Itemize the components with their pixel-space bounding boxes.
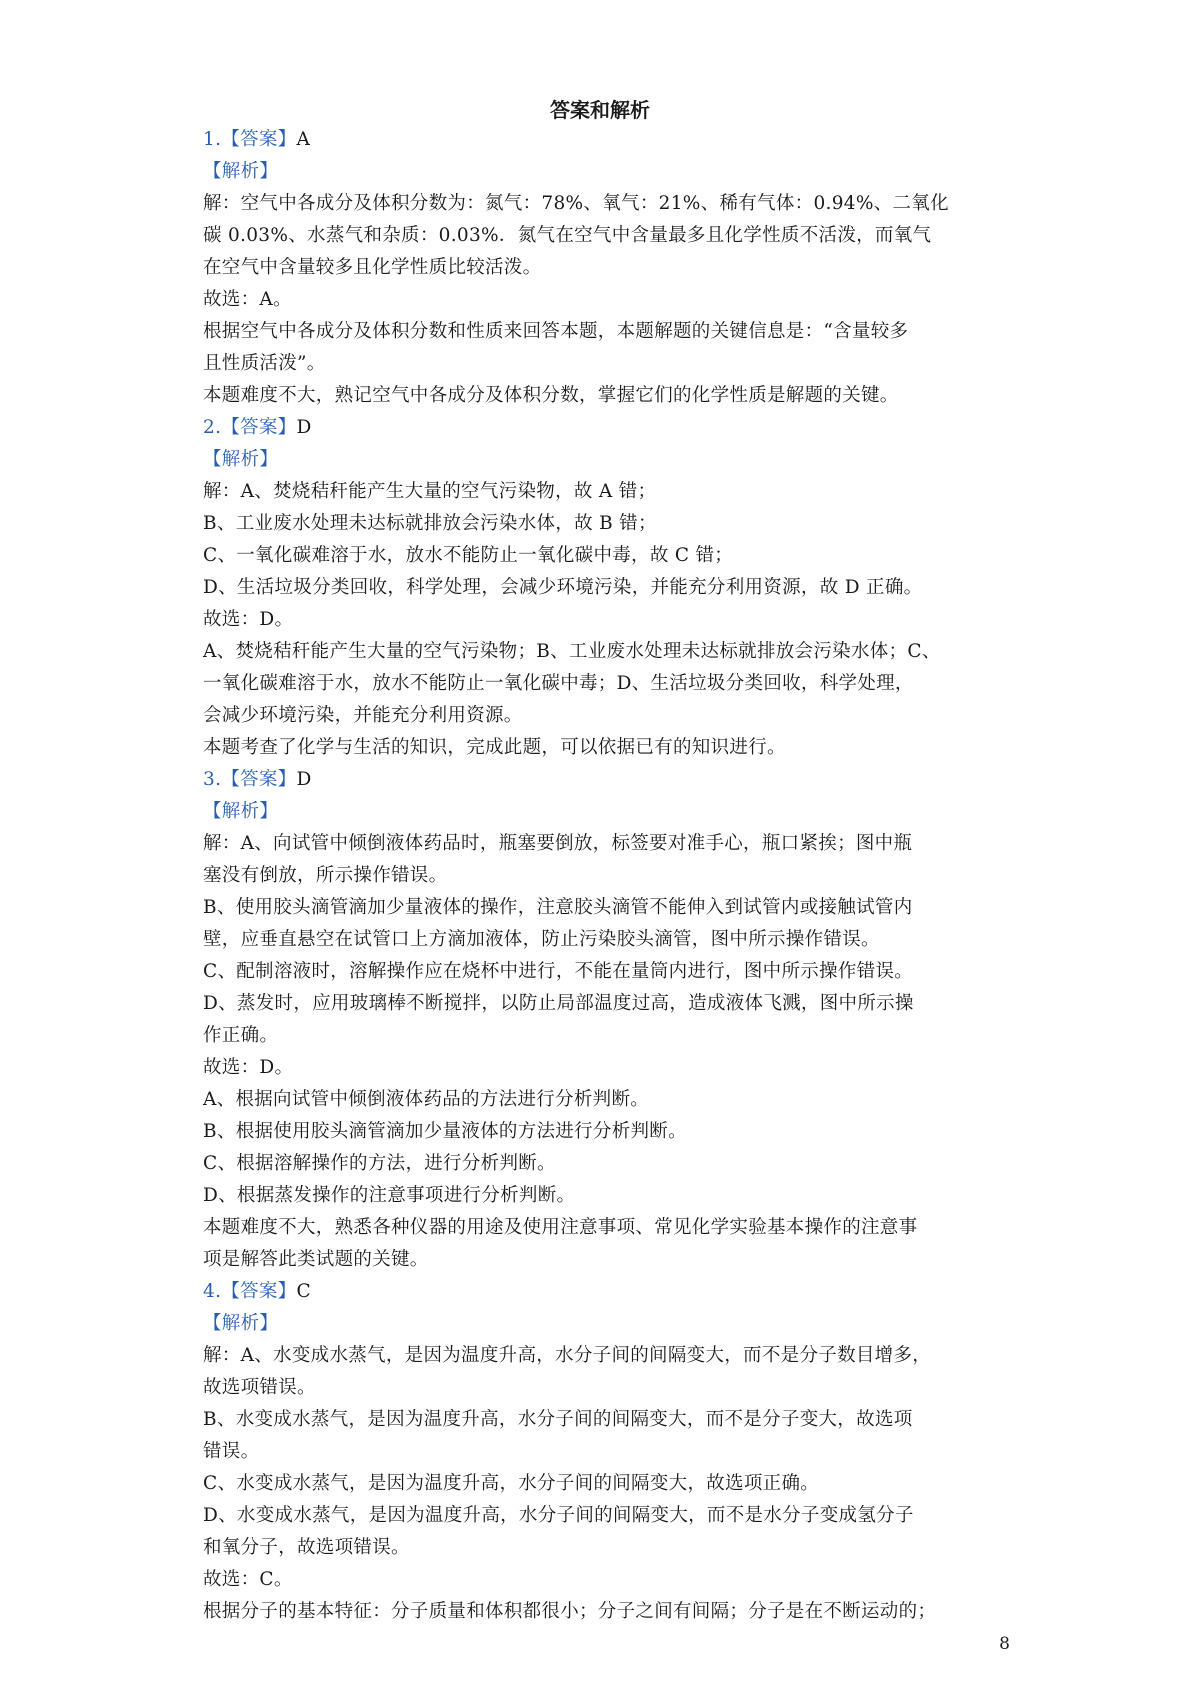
analysis-line: B、根据使用胶头滴管滴加少量液体的方法进行分析判断。: [203, 1121, 687, 1142]
analysis-line: B、工业废水处理未达标就排放会污染水体，故 B 错；: [203, 513, 657, 534]
question-number: 4.: [203, 1281, 222, 1302]
analysis-line: 根据空气中各成分及体积分数和性质来回答本题，本题解题的关键信息是：“含量较多: [203, 321, 909, 342]
analysis-line: D、蒸发时，应用玻璃棒不断搅拌，以防止局部温度过高，造成液体飞溅，图中所示操: [203, 993, 914, 1014]
answer-tag: 【答案】: [221, 129, 297, 150]
question-number: 2.: [203, 417, 222, 438]
analysis-line: 解：空气中各成分及体积分数为：氮气：78%、氧气：21%、稀有气体：0.94%、二氧化: [203, 193, 949, 214]
answer-tag: 【答案】: [221, 1281, 297, 1302]
answer-line: [203, 1276, 1013, 1308]
analysis-line: 塞没有倒放，所示操作错误。: [203, 865, 448, 886]
page-number: 8: [999, 1634, 1010, 1654]
analysis-tag: 【解析】: [203, 1313, 279, 1334]
answer-line: [203, 124, 1013, 156]
analysis-line: 项是解答此类试题的关键。: [203, 1249, 429, 1270]
answer-line: [203, 764, 1013, 796]
analysis-line: 解：A、焚烧秸秆能产生大量的空气污染物，故 A 错；: [203, 481, 657, 502]
analysis-line: C、配制溶液时，溶解操作应在烧杯中进行，不能在量筒内进行，图中所示操作错误。: [203, 961, 914, 982]
analysis-line: 故选：C。: [203, 1569, 293, 1590]
answer-tag: 【答案】: [221, 417, 297, 438]
analysis-tag: 【解析】: [203, 161, 279, 182]
answer-line: [203, 412, 1013, 444]
analysis-line: B、使用胶头滴管滴加少量液体的操作，注意胶头滴管不能伸入到试管内或接触试管内: [203, 897, 913, 918]
analysis-line: 本题难度不大，熟记空气中各成分及体积分数，掌握它们的化学性质是解题的关键。: [203, 385, 899, 406]
analysis-line: 会减少环境污染，并能充分利用资源。: [203, 705, 523, 726]
analysis-line: 故选：D。: [203, 609, 294, 630]
analysis-line: 错误。: [203, 1441, 260, 1462]
analysis-line: 故选项错误。: [203, 1377, 316, 1398]
analysis-line: D、生活垃圾分类回收，科学处理，会减少环境污染，并能充分利用资源，故 D 正确。: [203, 577, 923, 598]
answer-value: D: [296, 769, 312, 790]
analysis-line: 解：A、向试管中倾倒液体药品时，瓶塞要倒放，标签要对准手心，瓶口紧挨；图中瓶: [203, 833, 913, 854]
analysis-line: 一氧化碳难溶于水，放水不能防止一氧化碳中毒；D、生活垃圾分类回收，科学处理，: [203, 673, 914, 694]
analysis-line: 作正确。: [203, 1025, 279, 1046]
analysis-line: A、根据向试管中倾倒液体药品的方法进行分析判断。: [203, 1089, 650, 1110]
answer-tag: 【答案】: [221, 769, 297, 790]
analysis-line: B、水变成水蒸气，是因为温度升高，水分子间的间隔变大，而不是分子变大，故选项: [203, 1409, 913, 1430]
question-number: 1.: [203, 129, 222, 150]
analysis-line: 本题难度不大，熟悉各种仪器的用途及使用注意事项、常见化学实验基本操作的注意事: [203, 1217, 918, 1238]
analysis-line: C、水变成水蒸气，是因为温度升高，水分子间的间隔变大，故选项正确。: [203, 1473, 820, 1494]
analysis-line: 且性质活泼”。: [203, 353, 326, 374]
analysis-line: C、根据溶解操作的方法，进行分析判断。: [203, 1153, 556, 1174]
answers-content: [203, 124, 1013, 1628]
answer-value: D: [296, 417, 312, 438]
analysis-tag: 【解析】: [203, 449, 279, 470]
analysis-line: 根据分子的基本特征：分子质量和体积都很小；分子之间有间隔；分子是在不断运动的；: [203, 1601, 937, 1622]
analysis-line: 和氧分子，故选项错误。: [203, 1537, 410, 1558]
analysis-line: 本题考查了化学与生活的知识，完成此题，可以依据已有的知识进行。: [203, 737, 786, 758]
analysis-line: C、一氧化碳难溶于水，放水不能防止一氧化碳中毒，故 C 错；: [203, 545, 734, 566]
analysis-line: A、焚烧秸秆能产生大量的空气污染物；B、工业废水处理未达标就排放会污染水体；C、: [203, 641, 941, 662]
analysis-line: 壁，应垂直悬空在试管口上方滴加液体，防止污染胶头滴管，图中所示操作错误。: [203, 929, 880, 950]
answer-value: A: [296, 129, 311, 150]
analysis-line: D、根据蒸发操作的注意事项进行分析判断。: [203, 1185, 576, 1206]
analysis-line: 碳 0.03%、水蒸气和杂质：0.03%．氮气在空气中含量最多且化学性质不活泼，而氧气: [203, 225, 932, 246]
analysis-line: 解：A、水变成水蒸气，是因为温度升高，水分子间的间隔变大，而不是分子数目增多，: [203, 1345, 932, 1366]
question-number: 3.: [203, 769, 222, 790]
analysis-line: 故选：A。: [203, 289, 292, 310]
analysis-line: 在空气中含量较多且化学性质比较活泼。: [203, 257, 542, 278]
analysis-line: D、水变成水蒸气，是因为温度升高，水分子间的间隔变大，而不是水分子变成氢分子: [203, 1505, 914, 1526]
analysis-tag: 【解析】: [203, 801, 279, 822]
answer-value: C: [296, 1281, 311, 1302]
page-title: 答案和解析: [550, 98, 650, 122]
analysis-line: 故选：D。: [203, 1057, 294, 1078]
